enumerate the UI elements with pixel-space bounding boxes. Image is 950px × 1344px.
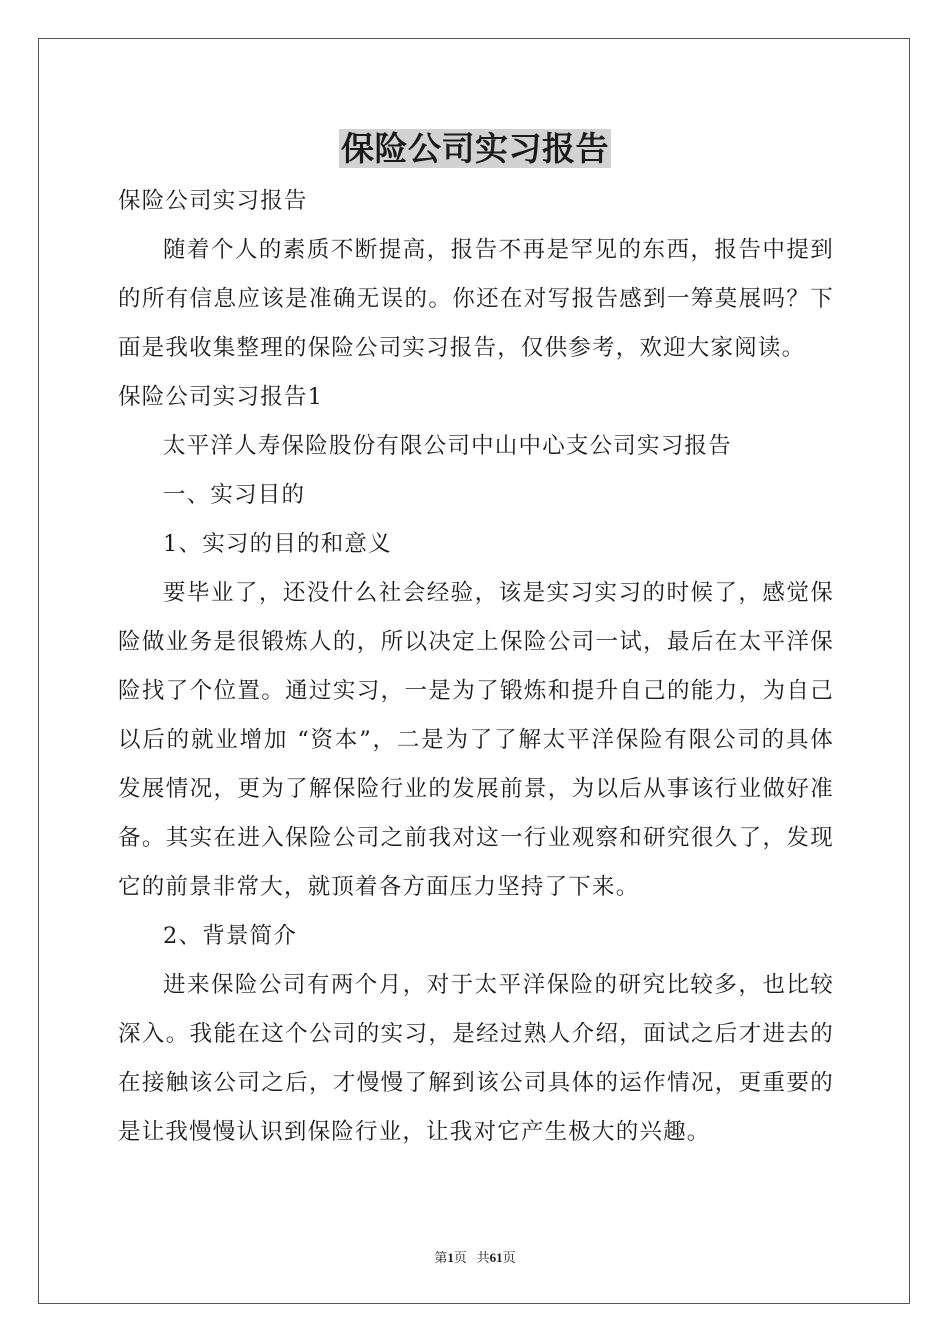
- paragraph: 进来保险公司有两个月，对于太平洋保险的研究比较多，也比较深入。我能在这个公司的实习，是经过熟人介绍，面试之后才进去的在接触该公司之后，才慢慢了解到该公司具体的运作情况，更重要的是让我慢慢认识到保险行业，让我对它产生极大的兴趣。: [118, 972, 834, 1145]
- paragraph: 随着个人的素质不断提高，报告不再是罕见的东西，报告中提到的所有信息应该是准确无误的。你还在对写报告感到一筹莫展吗？下面是我收集整理的保险公司实习报告，仅供参考，欢迎大家阅读。: [118, 237, 834, 361]
- paragraph: 太平洋人寿保险股份有限公司中山中心支公司实习报告: [163, 433, 732, 459]
- page-number: 1: [447, 1250, 454, 1265]
- page-suffix: 页: [453, 1250, 467, 1265]
- paragraph: 保险公司实习报告: [118, 188, 308, 214]
- total-pages: 61: [489, 1250, 503, 1265]
- total-prefix: 共: [476, 1250, 490, 1265]
- subsection-heading: 1、实习的目的和意义: [163, 531, 392, 557]
- paragraph: 要毕业了，还没什么社会经验，该是实习实习的时候了，感觉保险做业务是很锻炼人的，所以决定上保险公司一试，最后在太平洋保险找了个位置。通过实习，一是为了锻炼和提升自己的能力，为自己以后的就业增加 “资本”，二是为了了解太平洋保险有限公司的具体发展情况，更为了解保险行业的发展前景，为以后从事该行业做好准备。其实在进入保险公司之前我对这一行业观察和研究很久了，发现它的前景非常大，就顶着各方面压力坚持了下来。: [118, 580, 834, 900]
- document-title-text: 保险公司实习报告: [341, 129, 609, 168]
- document-body: [118, 177, 834, 1157]
- paragraph: 保险公司实习报告1: [118, 384, 324, 410]
- page-footer: [0, 1249, 950, 1267]
- document-title: [0, 127, 950, 171]
- section-heading: 一、实习目的: [163, 482, 306, 508]
- subsection-heading: 2、背景简介: [163, 923, 298, 949]
- total-suffix: 页: [502, 1250, 516, 1265]
- page-prefix: 第: [434, 1250, 448, 1265]
